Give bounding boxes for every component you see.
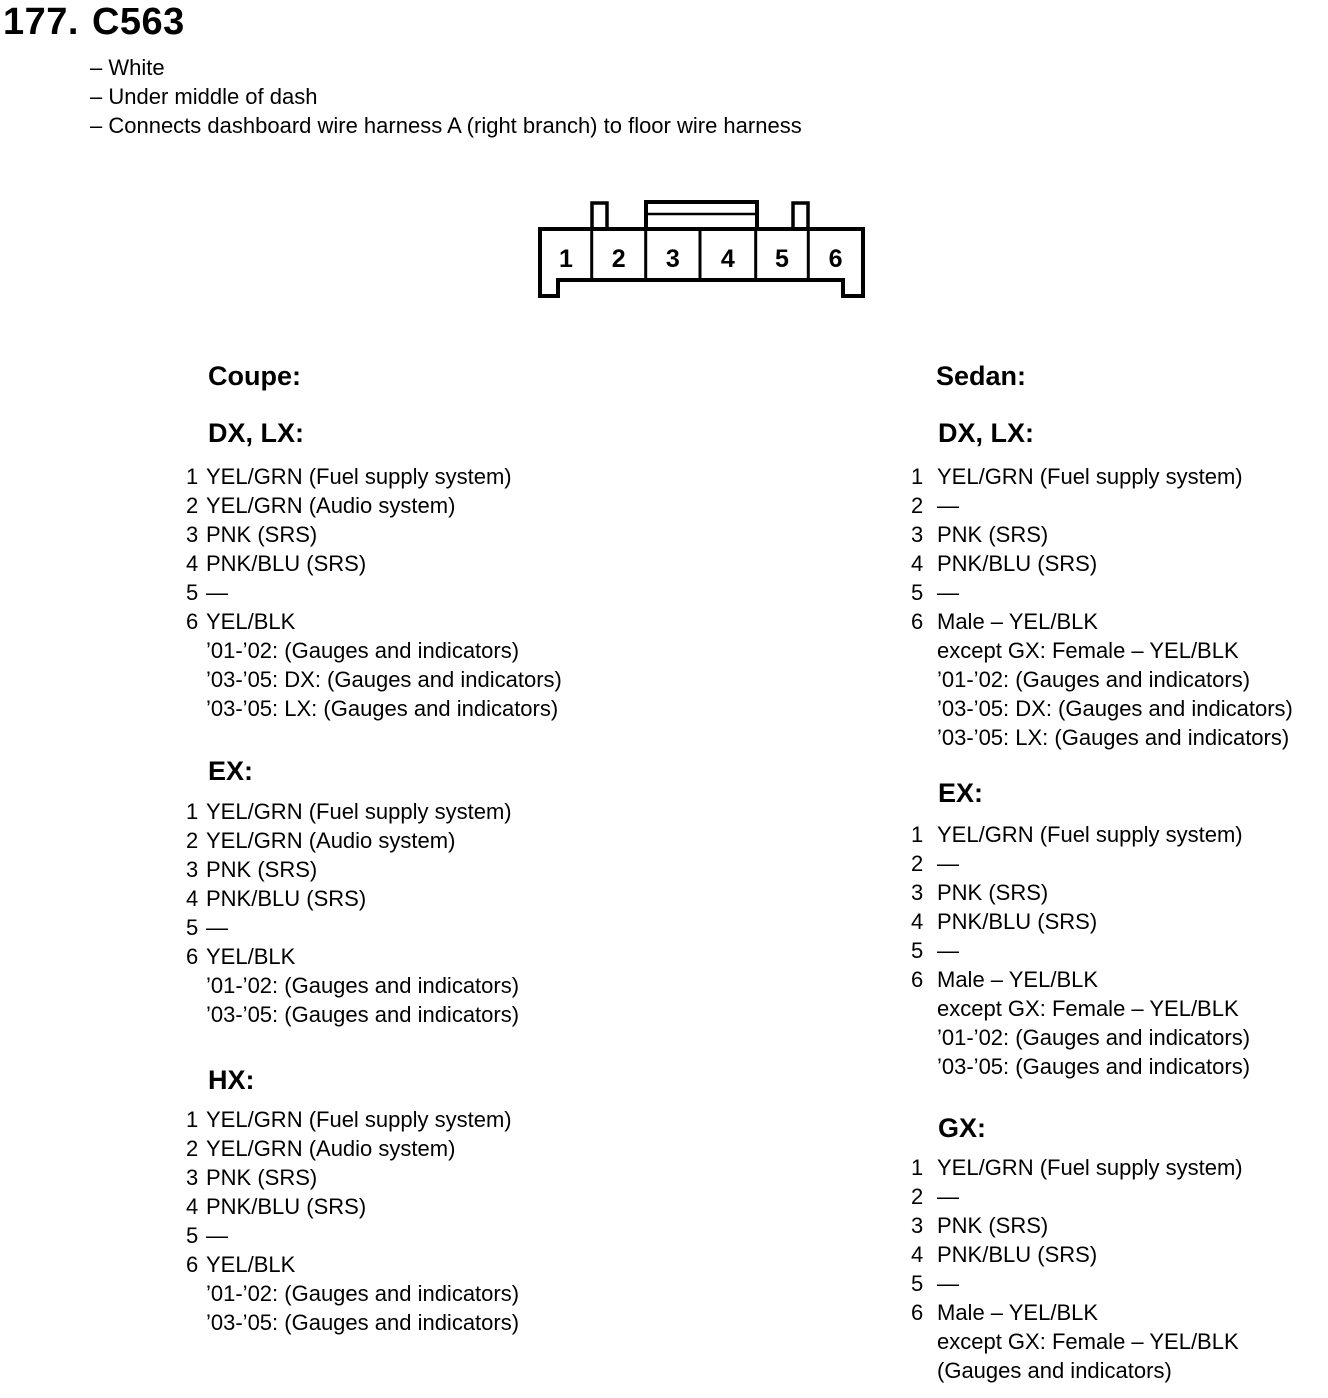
pin-number [911, 665, 937, 694]
pin-list [911, 1153, 1328, 1385]
pin-row [911, 878, 1328, 907]
coupe-section-hx [186, 1066, 606, 1337]
pin-label: — [206, 915, 228, 940]
pin-row [911, 1052, 1328, 1081]
pin-label: YEL/GRN (Audio system) [206, 493, 456, 518]
trim-heading: DX, LX: [938, 418, 1035, 448]
pin-label: ’01-’02: (Gauges and indicators) [937, 1025, 1251, 1050]
pin-label: ’01-’02: (Gauges and indicators) [206, 1281, 520, 1306]
pin-label: PNK/BLU (SRS) [206, 1194, 367, 1219]
pin-row [911, 723, 1328, 752]
pin-number: 5 [911, 580, 924, 605]
pin-label: ’03-’05: DX: (Gauges and indicators) [206, 667, 562, 692]
pin-row [911, 994, 1328, 1023]
pin-row [911, 1356, 1328, 1385]
pin-number: 4 [186, 551, 199, 576]
sedan-section-ex [911, 779, 1328, 1081]
pin-label: PNK/BLU (SRS) [937, 909, 1098, 934]
pin-row [911, 578, 1328, 607]
pin-number: 5 [186, 580, 199, 605]
pin-label: — [937, 851, 959, 876]
pin-label: YEL/GRN (Fuel supply system) [937, 822, 1243, 847]
pin-row [186, 520, 606, 549]
pin-row [186, 491, 606, 520]
pin-number: 6 [186, 944, 199, 969]
pin-row [186, 1000, 606, 1029]
sedan-heading: Sedan: [936, 361, 1027, 391]
pin-label: ’03-’05: LX: (Gauges and indicators) [937, 725, 1290, 750]
pin-list [911, 820, 1328, 1081]
connector-notes [90, 53, 802, 140]
pin-number [911, 636, 937, 665]
pin-row [186, 1105, 606, 1134]
sedan-section-gx [911, 1114, 1328, 1385]
pin-number [186, 1000, 206, 1029]
pin-row [911, 1211, 1328, 1240]
pin-number [911, 994, 937, 1023]
pin-number: 2 [186, 828, 199, 853]
pin-row [186, 1163, 606, 1192]
connector-pin-number: 2 [611, 245, 626, 273]
pin-row [186, 636, 606, 665]
pin-number: 2 [186, 493, 199, 518]
connector-code: C563 [91, 1, 185, 43]
pin-list [911, 462, 1328, 752]
pin-label: Male – YEL/BLK [937, 967, 1099, 992]
pin-row [186, 607, 606, 636]
sedan-section-dx-lx [911, 419, 1328, 752]
pin-number: 3 [186, 522, 199, 547]
pin-row [186, 1308, 606, 1337]
pin-row [186, 1221, 606, 1250]
pin-row [186, 578, 606, 607]
pin-list [186, 1105, 606, 1337]
pin-number: 2 [186, 1136, 199, 1161]
pin-number: 1 [186, 464, 199, 489]
pin-number: 1 [911, 464, 924, 489]
pin-row [911, 520, 1328, 549]
pin-label: ’01-’02: (Gauges and indicators) [206, 973, 520, 998]
pin-number: 1 [186, 799, 199, 824]
pin-number [911, 694, 937, 723]
connector-tab-right [793, 203, 808, 230]
pin-row [911, 1182, 1328, 1211]
pin-number [186, 1279, 206, 1308]
pin-label: ’03-’05: (Gauges and indicators) [206, 1310, 520, 1335]
pin-row [186, 462, 606, 491]
pin-number: 1 [911, 822, 924, 847]
pin-label: — [206, 1223, 228, 1248]
pin-row [186, 1134, 606, 1163]
connector-pin-number: 6 [828, 245, 843, 273]
pin-number: 5 [911, 1271, 924, 1296]
pin-row [911, 1153, 1328, 1182]
pin-label: — [937, 1271, 959, 1296]
pin-row [186, 1192, 606, 1221]
trim-heading: DX, LX: [208, 418, 305, 448]
pin-label: (Gauges and indicators) [937, 1358, 1172, 1383]
pin-label: ’03-’05: (Gauges and indicators) [937, 1054, 1251, 1079]
pin-label: — [937, 938, 959, 963]
pin-row [911, 607, 1328, 636]
pin-label: except GX: Female – YEL/BLK [937, 638, 1239, 663]
pin-label: Male – YEL/BLK [937, 1300, 1099, 1325]
page-title [3, 2, 185, 42]
pin-number: 6 [911, 609, 924, 634]
pin-number [911, 1023, 937, 1052]
pin-row [186, 549, 606, 578]
pin-number: 5 [186, 915, 199, 940]
connector-index: 177. [3, 1, 79, 43]
pin-number [911, 723, 937, 752]
pin-number [186, 1308, 206, 1337]
pin-label: PNK/BLU (SRS) [206, 886, 367, 911]
connector-pin-number: 1 [559, 245, 573, 273]
pin-label: PNK (SRS) [937, 522, 1049, 547]
pin-number: 4 [186, 886, 199, 911]
pin-row [186, 971, 606, 1000]
pin-label: ’01-’02: (Gauges and indicators) [206, 638, 520, 663]
pin-row [186, 913, 606, 942]
connector-pin-number: 3 [665, 245, 680, 273]
pin-label: YEL/BLK [206, 1252, 296, 1277]
coupe-heading: Coupe: [208, 361, 301, 391]
pin-label: except GX: Female – YEL/BLK [937, 996, 1239, 1021]
pin-row [911, 820, 1328, 849]
pin-number [911, 1327, 937, 1356]
pin-label: PNK (SRS) [206, 857, 318, 882]
pin-number: 4 [186, 1194, 199, 1219]
pin-label: YEL/GRN (Fuel supply system) [206, 464, 512, 489]
pin-row [911, 491, 1328, 520]
pin-number: 1 [186, 1107, 199, 1132]
pin-label: ’03-’05: LX: (Gauges and indicators) [206, 696, 559, 721]
pin-row [186, 855, 606, 884]
pin-row [911, 1298, 1328, 1327]
pin-label: — [937, 1184, 959, 1209]
pin-number: 5 [186, 1223, 199, 1248]
pin-label: YEL/BLK [206, 609, 296, 634]
pin-label: PNK/BLU (SRS) [937, 551, 1098, 576]
pin-number: 3 [186, 857, 199, 882]
pin-row [911, 907, 1328, 936]
trim-heading: GX: [938, 1113, 987, 1143]
pin-row [911, 694, 1328, 723]
pin-label: ’03-’05: DX: (Gauges and indicators) [937, 696, 1293, 721]
pin-label: PNK (SRS) [937, 880, 1049, 905]
pin-row [911, 965, 1328, 994]
pin-row [186, 826, 606, 855]
pin-row [186, 942, 606, 971]
pin-number: 5 [911, 938, 924, 963]
pin-label: PNK (SRS) [937, 1213, 1049, 1238]
pin-label: YEL/GRN (Fuel supply system) [206, 799, 512, 824]
pin-number: 2 [911, 1184, 924, 1209]
pin-number: 2 [911, 851, 924, 876]
pin-row [911, 1269, 1328, 1298]
note-color: – White [90, 55, 165, 80]
pin-list [186, 462, 606, 723]
pin-row [911, 936, 1328, 965]
pin-row [911, 1327, 1328, 1356]
trim-heading: EX: [938, 778, 984, 808]
pin-row [911, 849, 1328, 878]
pin-row [186, 1279, 606, 1308]
pin-number: 6 [911, 1300, 924, 1325]
pin-number: 3 [911, 522, 924, 547]
pin-label: ’03-’05: (Gauges and indicators) [206, 1002, 520, 1027]
pin-label: PNK/BLU (SRS) [937, 1242, 1098, 1267]
note-location: – Under middle of dash [90, 84, 318, 109]
pin-number [186, 971, 206, 1000]
pin-number: 3 [911, 880, 924, 905]
pin-label: YEL/GRN (Audio system) [206, 828, 456, 853]
pin-number [911, 1356, 937, 1385]
pin-row [911, 636, 1328, 665]
connector-pin-number: 5 [775, 245, 789, 273]
pin-number: 6 [186, 1252, 199, 1277]
pin-number [186, 665, 206, 694]
pin-row [911, 1240, 1328, 1269]
pin-row [186, 797, 606, 826]
pin-label: YEL/GRN (Fuel supply system) [206, 1107, 512, 1132]
pin-number [911, 1052, 937, 1081]
pin-row [186, 1250, 606, 1279]
trim-heading: HX: [208, 1065, 255, 1095]
pin-label: except GX: Female – YEL/BLK [937, 1329, 1239, 1354]
pin-row [911, 1023, 1328, 1052]
pin-number: 6 [186, 609, 199, 634]
pin-list [186, 797, 606, 1029]
pin-number: 1 [911, 1155, 924, 1180]
pin-label: Male – YEL/BLK [937, 609, 1099, 634]
coupe-section-ex [186, 757, 606, 1029]
pin-number: 4 [911, 1242, 924, 1267]
pin-number: 3 [911, 1213, 924, 1238]
pin-label: PNK (SRS) [206, 1165, 318, 1190]
pin-label: PNK (SRS) [206, 522, 318, 547]
pin-label: YEL/GRN (Audio system) [206, 1136, 456, 1161]
connector-tab-center [646, 202, 757, 230]
pin-label: YEL/GRN (Fuel supply system) [937, 464, 1243, 489]
pin-label: YEL/BLK [206, 944, 296, 969]
pin-number: 6 [911, 967, 924, 992]
pin-row [911, 549, 1328, 578]
connector-diagram [536, 196, 868, 304]
pin-number: 3 [186, 1165, 199, 1190]
coupe-section-dx-lx [186, 419, 606, 723]
pin-row [186, 694, 606, 723]
pin-label: PNK/BLU (SRS) [206, 551, 367, 576]
pin-label: — [206, 580, 228, 605]
connector-pin-number: 4 [720, 245, 735, 273]
pin-label: — [937, 493, 959, 518]
pin-row [911, 462, 1328, 491]
pin-number: 4 [911, 551, 924, 576]
pin-number: 4 [911, 909, 924, 934]
pin-number: 2 [911, 493, 924, 518]
note-function: – Connects dashboard wire harness A (right branch) to floor wire harness [90, 113, 802, 138]
pin-row [186, 884, 606, 913]
connector-tab-left [592, 203, 607, 230]
pin-label: — [937, 580, 959, 605]
trim-heading: EX: [208, 756, 254, 786]
pin-label: ’01-’02: (Gauges and indicators) [937, 667, 1251, 692]
pin-row [911, 665, 1328, 694]
pin-label: YEL/GRN (Fuel supply system) [937, 1155, 1243, 1180]
pin-row [186, 665, 606, 694]
pin-number [186, 694, 206, 723]
pin-number [186, 636, 206, 665]
